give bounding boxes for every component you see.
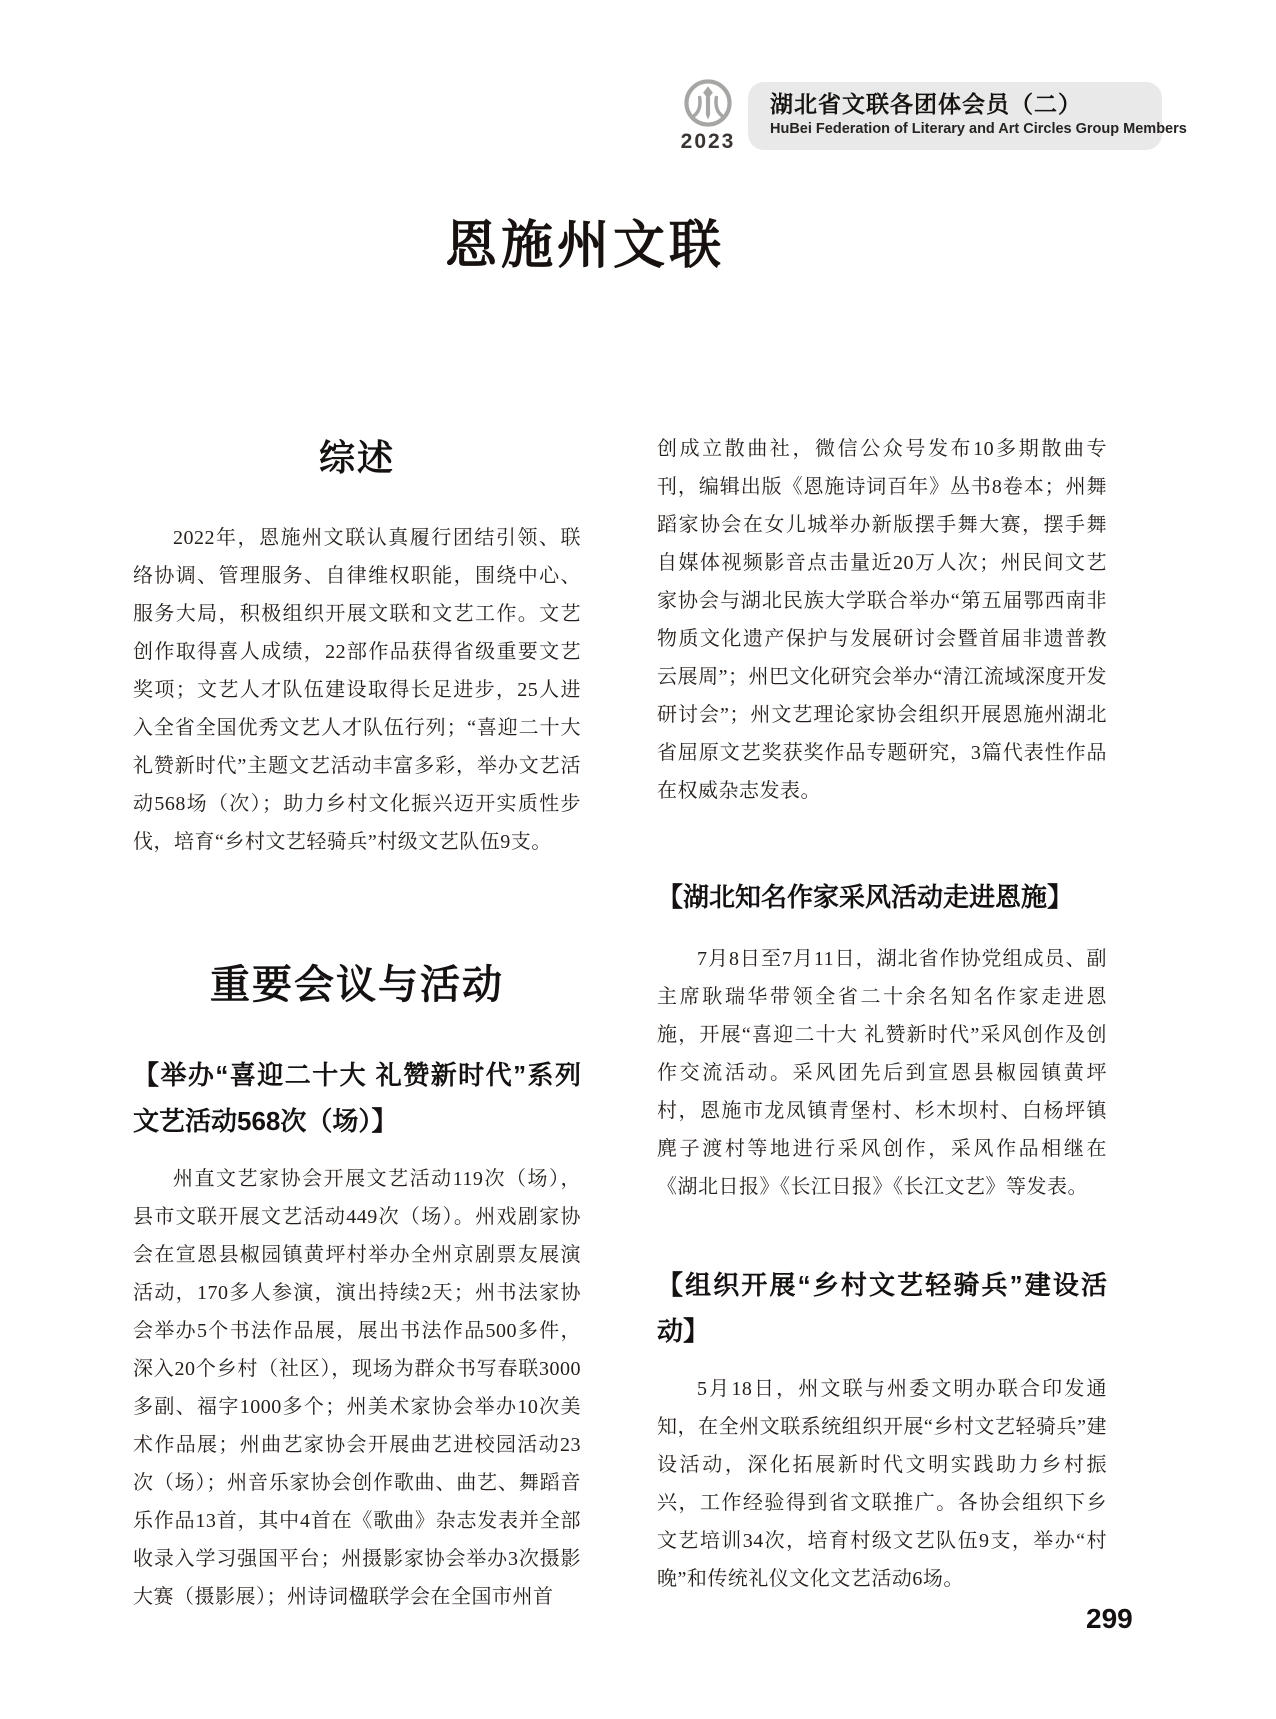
header-banner	[748, 82, 1187, 150]
overview-heading: 综述	[318, 437, 395, 478]
federation-logo-icon	[683, 78, 733, 128]
continuation-paragraph: 创成立散曲社，微信公众号发布10多期散曲专刊，编辑出版《恩施诗词百年》丛书8卷本；州舞蹈家协会在女儿城举办新版摆手舞大赛，摆手舞自媒体视频影音点击量近20万人次；州民间文艺家协会与湖北民族大学联合举办“第五届鄂西南非物质文化遗产保护与发展研讨会暨首届非遗普教云展周”；州巴文化研究会举办“清江流域深度开发研讨会”；州文艺理论家协会组织开展恩施州湖北省屈原文艺奖获奖作品专题研究，3篇代表性作品在权威杂志发表。	[657, 438, 1107, 802]
right-column	[657, 430, 1107, 1598]
left-column	[133, 430, 581, 1616]
overview-paragraph: 2022年，恩施州文联认真履行团结引领、联络协调、管理服务、自律维权职能，围绕中心、服务大局，积极组织开展文联和文艺工作。文艺创作取得喜人成绩，22部作品获得省级重要文艺奖项；文艺人才队伍建设取得长足进步，25人进入全省全国优秀文艺人才队伍行列；“喜迎二十大 礼赞新时代”主题文艺活动丰富多彩，举办文艺活动568场（次）；助力乡村文化振兴迈开实质性步伐，培育“乡村文艺轻骑兵”村级文艺队伍9支。	[133, 527, 581, 853]
section3-heading: 【组织开展“乡村文艺轻骑兵”建设活动】	[657, 1270, 1107, 1346]
section2-heading: 【湖北知名作家采风活动走进恩施】	[657, 882, 1074, 912]
section1-heading: 【举办“喜迎二十大 礼赞新时代”系列文艺活动568次（场）】	[133, 1060, 581, 1136]
banner-title: 湖北省文联各团体会员（二）	[770, 91, 1082, 117]
events-heading: 重要会议与活动	[210, 963, 504, 1007]
banner-subtitle: HuBei Federation of Literary and Art Circles Group Members	[770, 121, 1187, 137]
logo-year: 2023	[680, 130, 736, 153]
section2-paragraph: 7月8日至7月11日，湖北省作协党组成员、副主席耿瑞华带领全省二十余名知名作家走进恩施，开展“喜迎二十大 礼赞新时代”采风创作及创作交流活动。采风团先后到宣恩县椒园镇黄坪村，恩施市龙凤镇青堡村、杉木坝村、白杨坪镇麂子渡村等地进行采风创作，采风作品相继在《湖北日报》《长江日报》《长江文艺》等发表。	[657, 948, 1107, 1198]
page-title: 恩施州文联	[444, 215, 725, 276]
page-number: 299	[1086, 1603, 1133, 1634]
federation-logo	[658, 78, 758, 154]
section1-paragraph: 州直文艺家协会开展文艺活动119次（场），县市文联开展文艺活动449次（场）。州戏剧家协会在宣恩县椒园镇黄坪村举办全州京剧票友展演活动，170多人参演，演出持续2天；州书法家协会举办5个书法作品展，展出书法作品500多件，深入20个乡村（社区），现场为群众书写春联3000多副、福字1000多个；州美术家协会举办10次美术作品展；州曲艺家协会开展曲艺进校园活动23次（场）；州音乐家协会创作歌曲、曲艺、舞蹈音乐作品13首，其中4首在《歌曲》杂志发表并全部收录入学习强国平台；州摄影家协会举办3次摄影大赛（摄影展）；州诗词楹联学会在全国市州首	[133, 1168, 581, 1608]
section3-paragraph: 5月18日，州文联与州委文明办联合印发通知，在全州文联系统组织开展“乡村文艺轻骑兵”建设活动，深化拓展新时代文明实践助力乡村振兴，工作经验得到省文联推广。各协会组织下乡文艺培训34次，培育村级文艺队伍9支，举办“村晚”和传统礼仪文化文艺活动6场。	[657, 1378, 1107, 1590]
